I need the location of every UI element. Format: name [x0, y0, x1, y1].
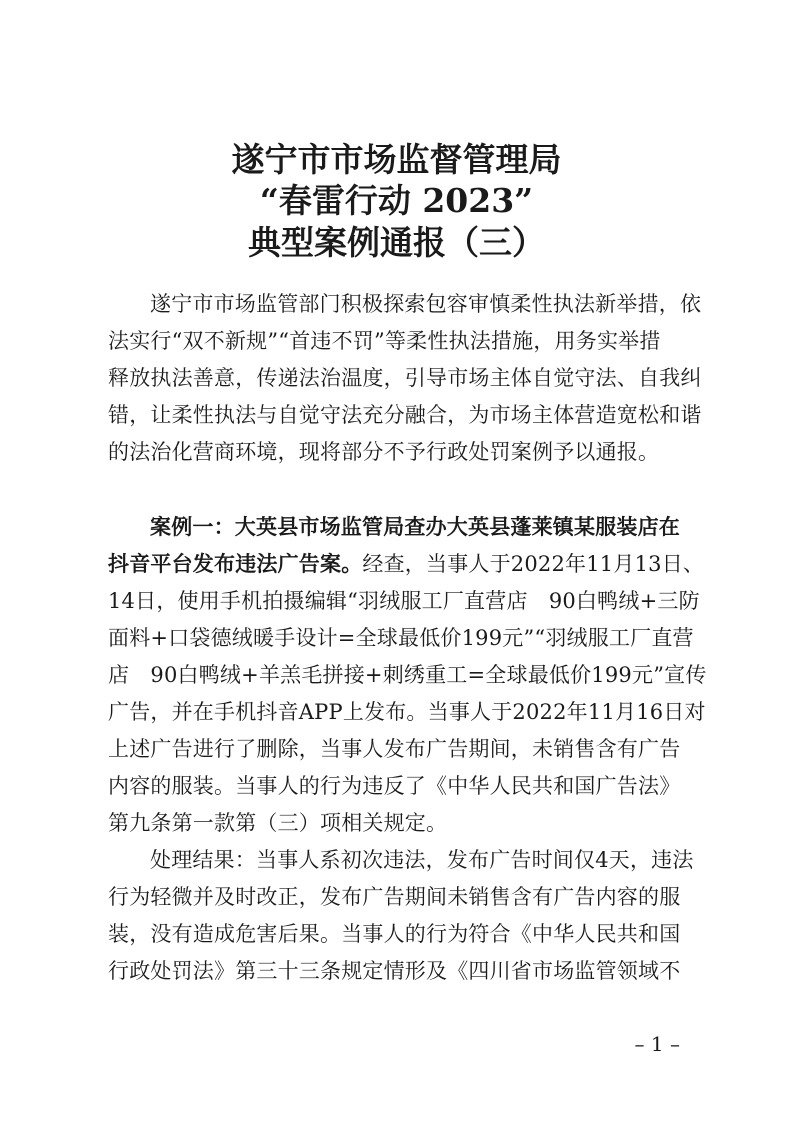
case-1-result-line: 装，没有造成危害后果。当事人的行为符合《中华人民共和国: [108, 922, 681, 946]
case-1-body-line: 上述广告进行了删除，当事人发布广告期间，未销售含有广告: [108, 737, 681, 761]
case-1-body-line: 店 90白鸭绒+羊羔毛拼接+刺绣重工=全球最低价199元”宣传: [108, 663, 707, 687]
case-1-body-line: 面料+口袋德绒暖手设计=全球最低价199元”“羽绒服工厂直营: [108, 626, 694, 650]
intro-line-2: 法实行“双不新规”“首违不罚”等柔性执法措施，用务实举措: [108, 329, 661, 353]
intro-line-3: 释放执法善意，传递法治温度，引导市场主体自觉守法、自我纠: [108, 366, 702, 390]
page-number: – 1 –: [634, 1032, 680, 1056]
intro-line-5: 的法治化营商环境，现将部分不予行政处罚案例予以通报。: [108, 440, 660, 464]
case-1-heading-end: 抖音平台发布违法广告案。: [108, 551, 363, 576]
intro-line-4: 错，让柔性执法与自觉守法充分融合，为市场主体营造宽松和谐: [108, 403, 702, 427]
case-1-body-line: 14日，使用手机拍摄编辑“羽绒服工厂直营店 90白鸭绒+三防: [108, 589, 700, 613]
case-1-line-2: [108, 549, 705, 579]
case-1-result-line: 行政处罚法》第三十三条规定情形及《四川省市场监管领域不: [108, 959, 681, 983]
case-1-body-start: 经查，当事人于2022年11月13日、: [362, 552, 705, 576]
document-title-line-1: 遂宁市市场监督管理局: [231, 140, 562, 179]
case-1-body-line: 第九条第一款第（三）项相关规定。: [108, 811, 448, 835]
case-1-result-line: 行为轻微并及时改正，发布广告期间未销售含有广告内容的服: [108, 885, 681, 909]
document-title-line-2: “春雷行动 2023”: [259, 181, 534, 220]
case-1-heading: 案例一：大英县市场监管局查办大英县蓬莱镇某服装店在: [150, 514, 680, 539]
case-1-result-line: 处理结果：当事人系初次违法，发布广告时间仅4天，违法: [150, 848, 694, 872]
document-title-line-3: 典型案例通报（三）: [248, 223, 545, 262]
case-1-body-line: 广告，并在手机抖音APP上发布。当事人于2022年11月16日对: [108, 700, 706, 724]
intro-line-1: 遂宁市市场监管部门积极探索包容审慎柔性执法新举措，依: [150, 292, 702, 316]
case-1-body-line: 内容的服装。当事人的行为违反了《中华人民共和国广告法》: [108, 774, 681, 798]
